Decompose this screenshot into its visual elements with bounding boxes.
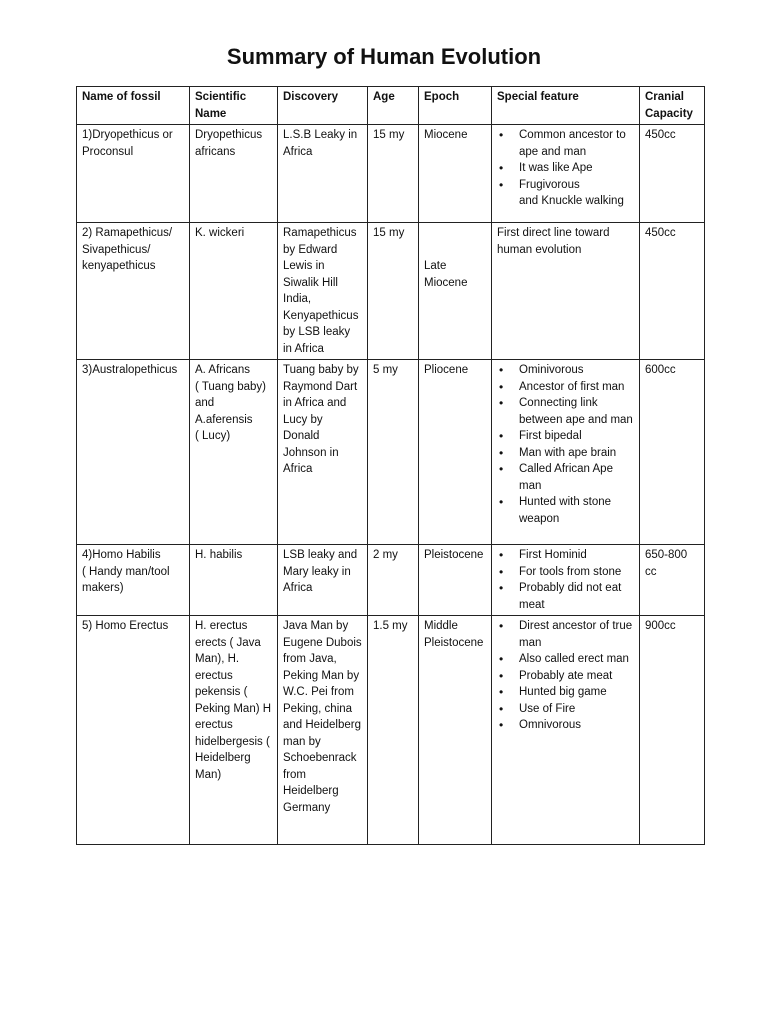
cranial-capacity-cell: 450cc: [640, 125, 705, 223]
special-feature-cell: [492, 616, 640, 845]
list-item: • It was like Ape: [517, 160, 634, 177]
header-discovery: Discovery: [278, 87, 368, 125]
special-feature-cell: [492, 125, 640, 223]
list-item: • Ancestor of first man: [517, 379, 634, 396]
table-row: [77, 360, 705, 545]
list-item: • Connecting link between ape and man: [517, 395, 634, 428]
table-row: [77, 125, 705, 223]
list-item: • Called African Ape man: [517, 461, 634, 494]
epoch-cell: Miocene: [419, 125, 492, 223]
page-title: Summary of Human Evolution: [226, 44, 542, 69]
discovery-cell: L.S.B Leaky in Africa: [278, 125, 368, 223]
list-item: • Use of Fire: [517, 701, 634, 718]
table-header-row: [77, 87, 705, 125]
feature-list: [497, 618, 634, 734]
header-cranial-capacity: Cranial Capacity: [640, 87, 705, 125]
list-item: • First bipedal: [517, 428, 634, 445]
cranial-capacity-cell: 450cc: [640, 223, 705, 360]
feature-list: [497, 362, 634, 527]
list-item: • For tools from stone: [517, 564, 634, 581]
scientific-name-cell: Dryopethicus africans: [190, 125, 278, 223]
list-item: • Hunted big game: [517, 684, 634, 701]
fossil-name-cell: 1)Dryopethicus or Proconsul: [77, 125, 190, 223]
age-cell: 5 my: [368, 360, 419, 545]
list-item: • Direst ancestor of true man: [517, 618, 634, 651]
feature-list: [497, 127, 634, 210]
fossil-name-cell: 3)Australopethicus: [77, 360, 190, 545]
discovery-cell: Ramapethicus by Edward Lewis in Siwalik Hill India, Kenyapethicus by LSB leaky in Africa: [278, 223, 368, 360]
discovery-cell: Tuang baby by Raymond Dart in Africa and Lucy by Donald Johnson in Africa: [278, 360, 368, 545]
list-item: • Hunted with stone weapon: [517, 494, 634, 527]
header-scientific-name: Scientific Name: [190, 87, 278, 125]
table-row: [77, 545, 705, 616]
list-item: • Man with ape brain: [517, 445, 634, 462]
cranial-capacity-cell: 650-800 cc: [640, 545, 705, 616]
discovery-cell: LSB leaky and Mary leaky in Africa: [278, 545, 368, 616]
fossil-name-cell: 5) Homo Erectus: [77, 616, 190, 845]
list-item: • Common ancestor to ape and man: [517, 127, 634, 160]
list-item: • First Hominid: [517, 547, 634, 564]
epoch-cell: Pliocene: [419, 360, 492, 545]
list-item: • Omnivorous: [517, 717, 634, 734]
table-row: [77, 616, 705, 845]
scientific-name-cell: H. habilis: [190, 545, 278, 616]
header-special-feature: Special feature: [492, 87, 640, 125]
fossil-name-cell: 2) Ramapethicus/ Sivapethicus/ kenyapethicus: [77, 223, 190, 360]
list-item: • Ominivorous: [517, 362, 634, 379]
list-item: • Frugivorous and Knuckle walking: [517, 177, 634, 210]
epoch-cell: Middle Pleistocene: [419, 616, 492, 845]
age-cell: 15 my: [368, 125, 419, 223]
header-epoch: Epoch: [419, 87, 492, 125]
table-row: [77, 223, 705, 360]
epoch-cell: Pleistocene: [419, 545, 492, 616]
list-item: • Probably did not eat meat: [517, 580, 634, 613]
special-feature-cell: First direct line toward human evolution: [492, 223, 640, 360]
fossil-name-cell: 4)Homo Habilis ( Handy man/tool makers): [77, 545, 190, 616]
header-name-of-fossil: Name of fossil: [77, 87, 190, 125]
header-age: Age: [368, 87, 419, 125]
age-cell: 2 my: [368, 545, 419, 616]
scientific-name-cell: A. Africans ( Tuang baby) and A.aferensis ( Lucy): [190, 360, 278, 545]
cranial-capacity-cell: 600cc: [640, 360, 705, 545]
discovery-cell: Java Man by Eugene Dubois from Java, Peking Man by W.C. Pei from Peking, china and Heidelberg man by Schoebenrack from Heidelberg Germany: [278, 616, 368, 845]
scientific-name-cell: K. wickeri: [190, 223, 278, 360]
list-item: • Probably ate meat: [517, 668, 634, 685]
age-cell: 1.5 my: [368, 616, 419, 845]
cranial-capacity-cell: 900cc: [640, 616, 705, 845]
special-feature-cell: [492, 360, 640, 545]
feature-list: [497, 547, 634, 613]
age-cell: 15 my: [368, 223, 419, 360]
special-feature-cell: [492, 545, 640, 616]
list-item: • Also called erect man: [517, 651, 634, 668]
evolution-table: [76, 86, 705, 845]
scientific-name-cell: H. erectus erects ( Java Man), H. erectus pekensis ( Peking Man) H erectus hidelbergesis ( Heidelberg Man): [190, 616, 278, 845]
epoch-cell: Late Miocene: [419, 223, 492, 360]
